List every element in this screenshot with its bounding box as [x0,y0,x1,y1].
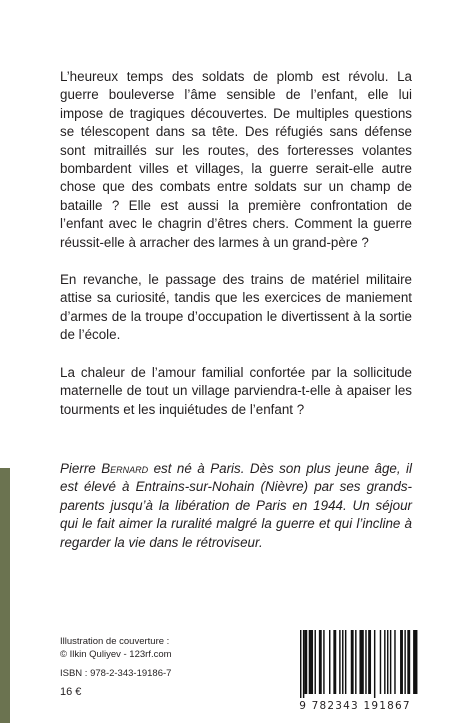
barcode-bar [300,630,301,698]
blurb-paragraph-3: La chaleur de l’amour familial confortée par la sollicitude maternelle de tout un village parviendra-t-elle à apaiser les tourments et les inquiétudes de l’enfant ? [60,364,412,417]
barcode-bar [351,630,354,694]
author-first-name: Pierre [60,461,96,476]
author-last-name: Bernard [101,461,149,476]
barcode-bar [365,630,366,694]
barcode-bar [345,630,346,694]
author-bio-text: est né à Paris. Dès son plus jeune âge, il est élevé à Entrains-sur-Nohain (Nièvre) par ses grands-parents jusqu’à la libération de Paris en 1944. Un séjour qui le fait aimer la ruralité malgré la guerre et qui l’incline à regarder la vie dans le rétroviseur. [60,461,412,550]
barcode-bar [309,630,313,694]
barcode-bar [333,630,336,694]
barcode-bar [323,630,324,694]
credits-line-1: Illustration de couverture : [60,636,170,647]
barcode-bars [292,630,418,700]
author-bio [60,460,412,552]
barcode-bar [342,630,343,694]
barcode-bar [407,630,410,694]
barcode-bar [355,630,356,694]
barcode-bar [339,630,340,694]
barcode-bar [315,630,316,694]
barcode-bar [304,630,307,694]
barcode-bar [384,630,385,694]
cover-credits [60,635,172,661]
barcode-bar [394,630,395,694]
barcode-bar [380,630,381,694]
credits-line-2: © Ilkin Quliyev - 123rf.com [60,649,172,660]
blurb-paragraph-1: L’heureux temps des soldats de plomb est révolu. La guerre bouleverse l’âme sensible de l’enfant, elle lui impose de tragiques découvertes. De multiples questions se télescopent dans sa tête. Des réfugiés sans défense sont mitraillés sur les routes, des forteresses volantes bombardent villes et villages, la guerre serait-elle autre chose que des combats entre soldats sur un champ de bataille ? Elle est aussi la première confrontation de l’enfant avec le chagrin d’êtres chers. Comment la guerre réussit-elle à arracher des larmes à un grand-père ? [60,69,412,250]
green-side-band [0,468,10,723]
barcode-bar [319,630,322,694]
barcode-bar [413,630,417,694]
barcode-number: 9 782343 191867 [299,700,411,712]
barcode-bar [404,630,405,694]
isbn: ISBN : 978-2-343-19186-7 [60,668,172,679]
barcode-bar [359,630,363,694]
barcode-bar [368,630,371,694]
blurb [60,68,412,438]
barcode [292,630,418,718]
barcode-bar [400,630,403,694]
barcode-bar [390,630,391,694]
price: 16 € [60,686,82,698]
blurb-paragraph-2: En revanche, le passage des trains de matériel militaire attise sa curiosité, tandis que les exercices de maniement d’armes de la troupe d’occupation le divertissent à la sortie de l’école. [60,272,412,343]
barcode-bar [303,630,304,698]
barcode-bar [329,630,330,694]
barcode-bar [387,630,388,694]
barcode-bar [374,630,375,698]
